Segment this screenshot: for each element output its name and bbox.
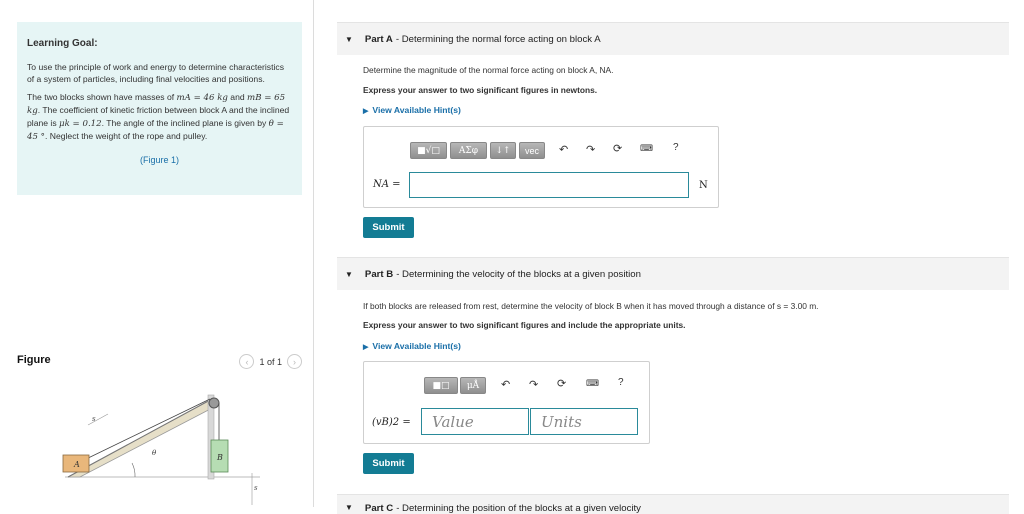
part-b-answer-box <box>363 361 650 444</box>
part-a-title: - Determining the normal force acting on block A <box>395 33 601 45</box>
part-a-submit-button[interactable]: Submit <box>363 217 414 238</box>
block-b-label: B <box>217 453 223 462</box>
redo-icon[interactable]: ↷ <box>586 144 596 156</box>
part-b-value-input[interactable]: Value <box>421 408 529 435</box>
part-a-header[interactable] <box>337 22 1009 55</box>
part-b-question: If both blocks are released from rest, determine the velocity of block B when it has moved through a distance of s = 3.00 m. <box>363 301 819 311</box>
learning-goal-panel <box>17 22 302 195</box>
figure-diagram <box>60 385 265 507</box>
part-a-variable: NA = <box>373 179 401 190</box>
vector-button[interactable]: vec <box>519 142 545 159</box>
part-c-title: - Determining the position of the blocks at a given velocity <box>396 503 641 514</box>
part-c-label: Part C <box>364 503 394 514</box>
help-button[interactable]: ? <box>673 142 679 153</box>
part-a-answer-input[interactable] <box>409 172 689 198</box>
part-b-instruction: Express your answer to two significant figures and include the appropriate units. <box>363 320 686 330</box>
part-c-header[interactable] <box>337 494 1009 514</box>
figure-link[interactable]: (Figure 1) <box>139 155 179 165</box>
figure-page-count: 1 of 1 <box>259 356 282 367</box>
undo-icon[interactable]: ↶ <box>559 144 569 156</box>
hint-triangle-icon: ▶ <box>363 108 369 115</box>
incline-angle: θ = 45 ° <box>27 119 284 142</box>
column-divider <box>313 0 314 507</box>
part-a-question: Determine the magnitude of the normal force acting on block A, NA. <box>363 65 614 75</box>
figure-header <box>17 354 302 374</box>
help-button[interactable]: ? <box>618 377 624 388</box>
keyboard-icon[interactable]: ⌨ <box>640 143 653 153</box>
next-figure-button[interactable]: › <box>287 354 302 369</box>
mass-b: mB = 65 kg <box>27 93 286 116</box>
problem-statement: The two blocks shown have masses of mA = 46 kg and mB = 65 kg. The coefficient of kinetic friction between block A and the inclined plane is μk = 0.12. The angle of the inclined plane is given by θ = 45 °. Neglect the weight of the rope and pulley. <box>27 92 290 142</box>
part-b-hint-link[interactable]: ▶ View Available Hint(s) <box>363 341 461 351</box>
collapse-caret-icon[interactable]: ▼ <box>345 34 353 44</box>
redo-icon[interactable]: ↷ <box>529 379 539 391</box>
sort-button[interactable]: ↓↑ <box>490 142 516 159</box>
vertical-distance-label: s <box>254 484 258 492</box>
collapse-caret-icon[interactable]: ▼ <box>345 503 353 512</box>
collapse-caret-icon[interactable]: ▼ <box>345 269 353 279</box>
part-a-instruction: Express your answer to two significant figures in newtons. <box>363 85 598 95</box>
reset-icon[interactable]: ⟳ <box>557 378 567 390</box>
hint-triangle-icon: ▶ <box>363 344 369 351</box>
block-a-label: A <box>74 460 80 469</box>
part-b-label: Part B <box>364 268 394 280</box>
undo-icon[interactable]: ↶ <box>501 379 511 391</box>
learning-goal-intro: To use the principle of work and energy to determine characteristics of a system of particles, including final velocities and positions. <box>27 62 284 84</box>
part-b-submit-button[interactable]: Submit <box>363 453 414 474</box>
part-a-answer-box <box>363 126 719 208</box>
part-a-hint-link[interactable]: ▶ View Available Hint(s) <box>363 105 461 115</box>
part-b-variable: (vB)2 = <box>372 417 411 428</box>
keyboard-icon[interactable]: ⌨ <box>586 378 599 388</box>
learning-goal-title: Learning Goal: <box>27 38 98 49</box>
mass-a: mA = 46 kg <box>176 93 228 103</box>
angle-label: θ <box>152 449 157 457</box>
reset-icon[interactable]: ⟳ <box>613 143 623 155</box>
templates-button[interactable]: ■√□ <box>410 142 447 159</box>
units-button[interactable]: μÅ <box>460 377 486 394</box>
prev-figure-button[interactable]: ‹ <box>239 354 254 369</box>
figure-pager <box>239 354 302 369</box>
part-b-header[interactable] <box>337 257 1009 290</box>
part-b-title: - Determining the velocity of the blocks at a given position <box>396 268 641 280</box>
greek-symbols-button[interactable]: AΣφ <box>450 142 487 159</box>
friction-coefficient: μk = 0.12 <box>59 119 102 129</box>
figure-title: Figure <box>17 354 51 366</box>
templates-button[interactable]: ■□ <box>424 377 458 394</box>
part-a-unit: N <box>699 180 708 191</box>
incline-distance-label: s <box>92 415 96 423</box>
part-b-units-input[interactable]: Units <box>530 408 638 435</box>
part-a-label: Part A <box>364 33 393 45</box>
